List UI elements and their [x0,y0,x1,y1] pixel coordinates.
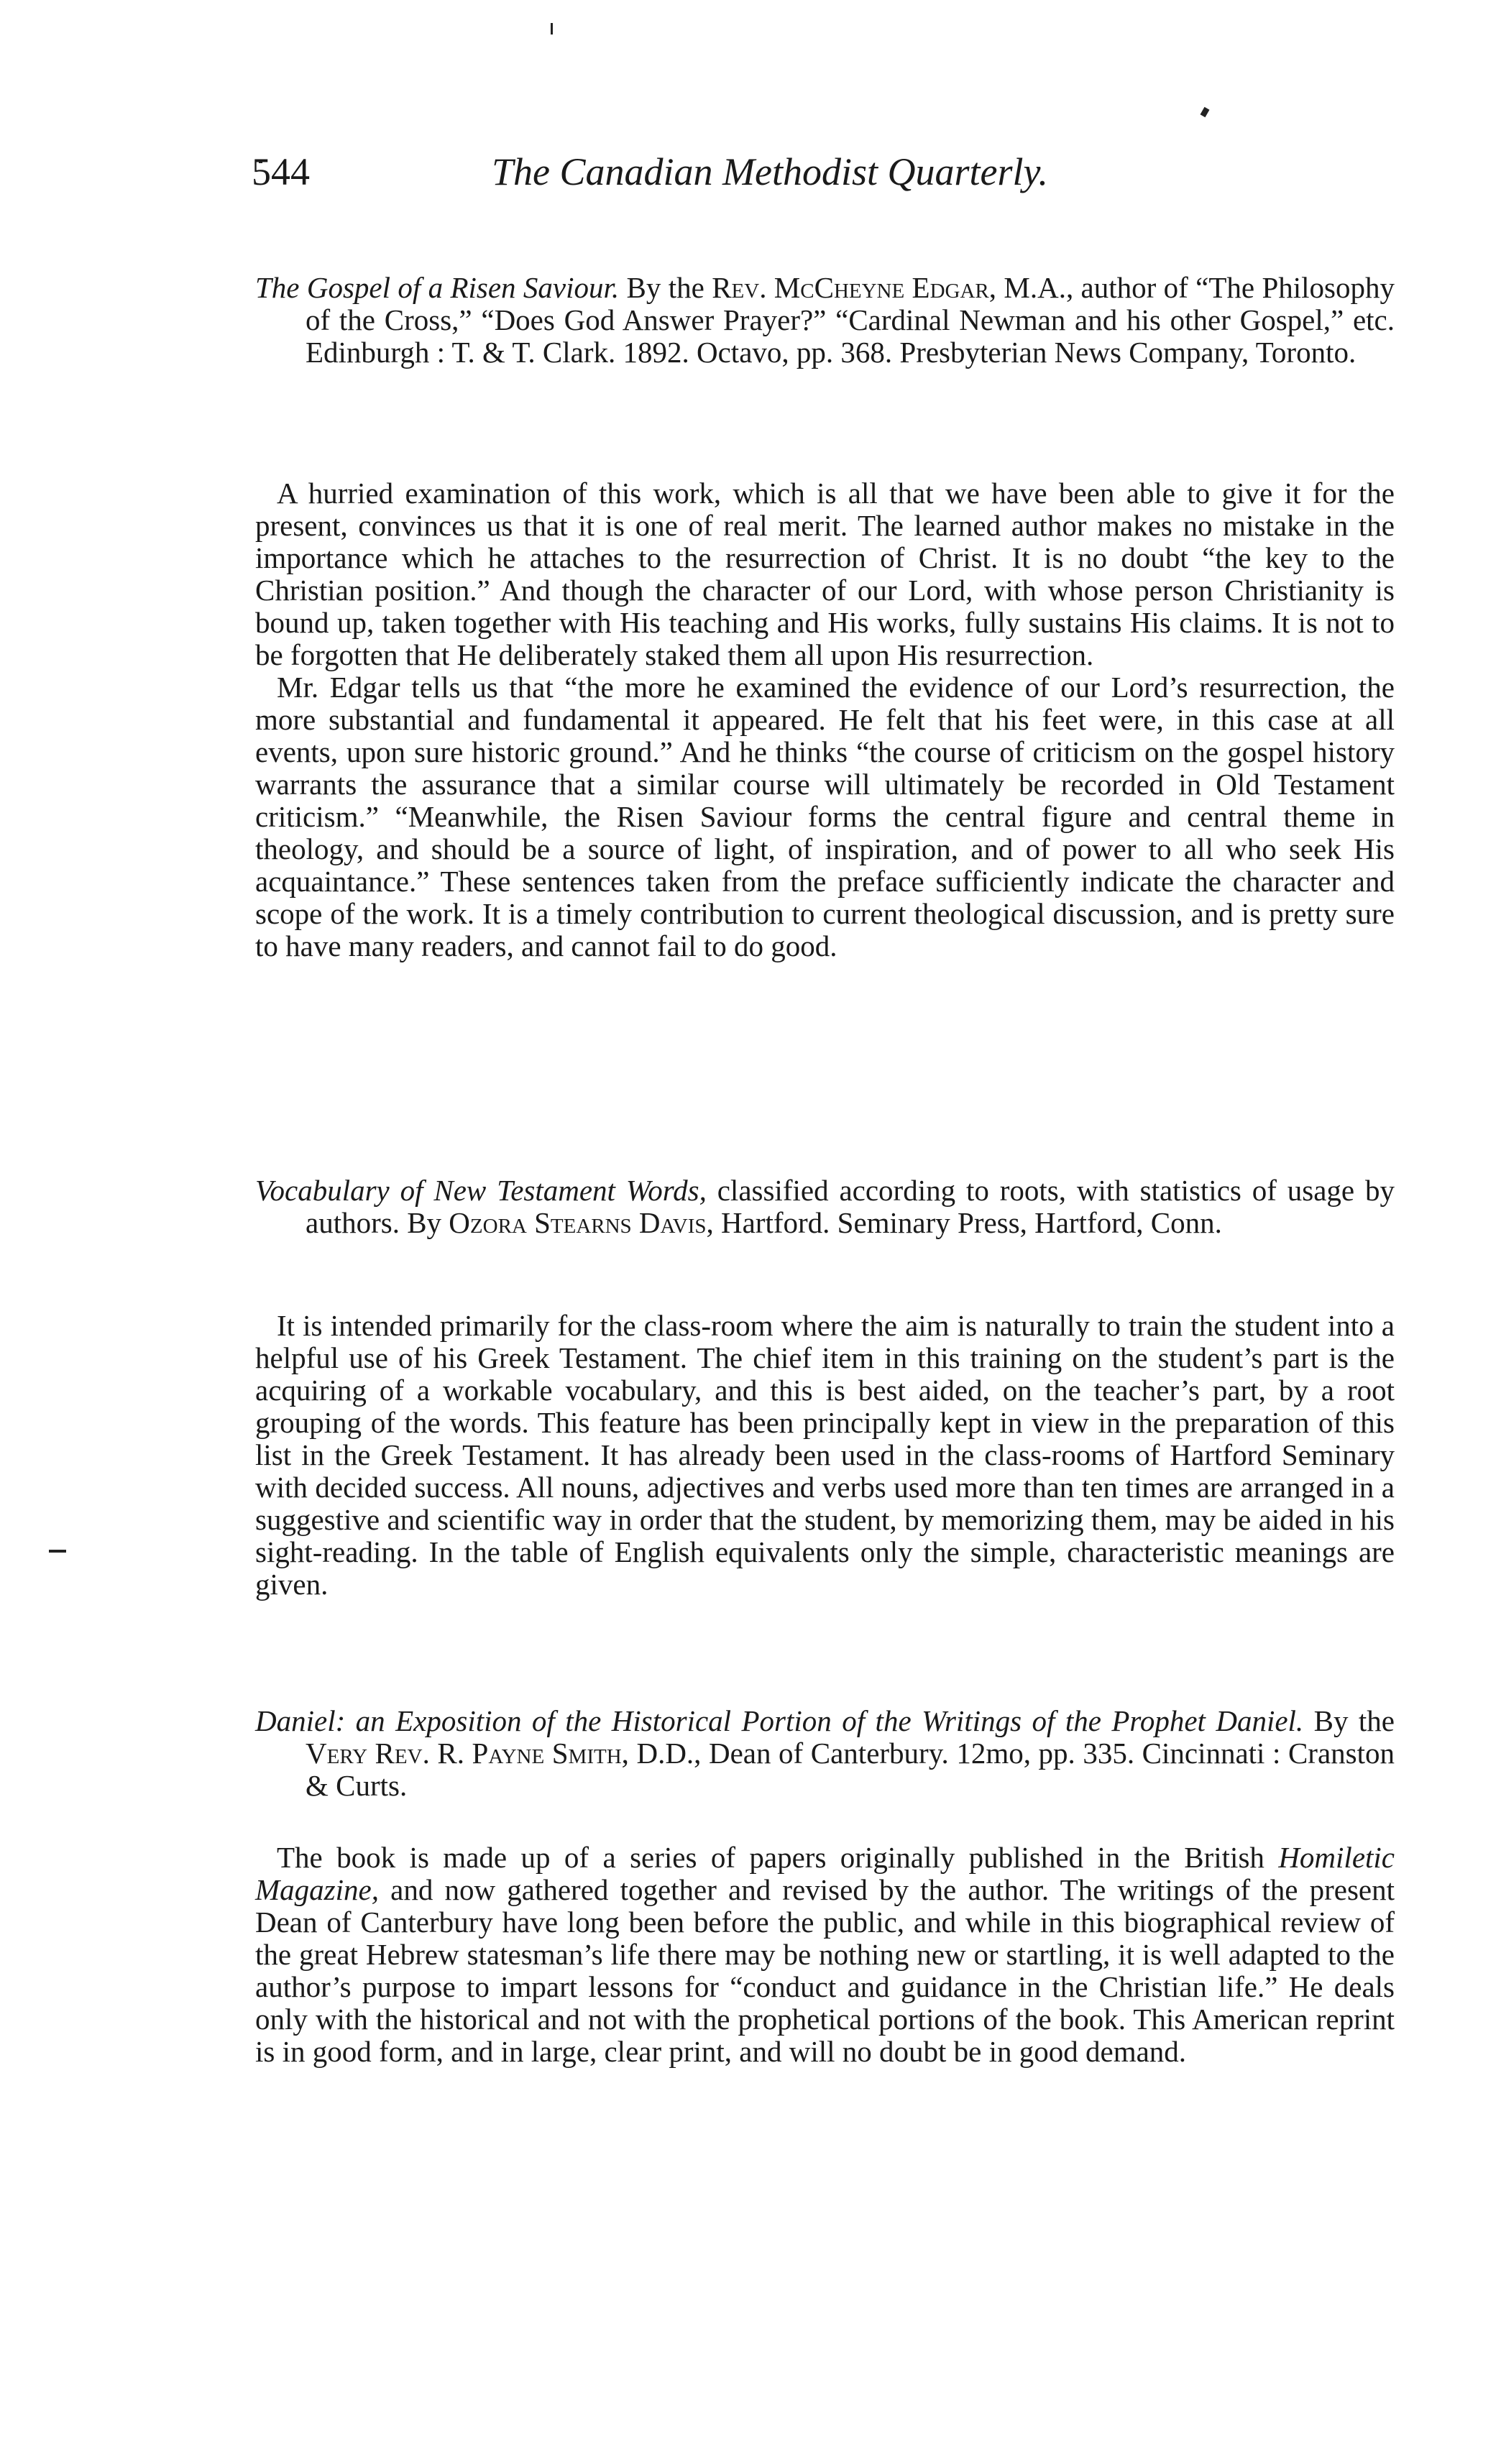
scan-speck [1201,107,1210,117]
review-entry-1 [255,272,1395,369]
page-number: 544 [252,150,310,193]
scan-speck [49,1550,66,1553]
page-header [252,139,1416,204]
review-paragraph [255,1842,1395,2068]
citation-by: classified according to roots, with statistics of usage by authors. By [306,1174,1395,1239]
citation-details: M.A., author of “The Philosophy of the Cross,” “Does God Answer Prayer?” “Cardinal Newman and his other Gospel,” etc. Edinburgh : T. & T. Clark. 1892. Octavo, pp. 368. Presbyterian News Company, Toronto. [306,271,1395,369]
magazine-title: Homiletic Magazine, [255,1841,1395,1906]
review-body-3 [255,1842,1395,2068]
review-paragraph: It is intended primarily for the class-room where the aim is naturally to train the student into a helpful use of his Greek Testament. The chief item in this training on the student’s part is the acquiring of a workable vocabulary, and this is best aided, on the teacher’s part, by a root grouping of the words. This feature has been principally kept in view in the preparation of this list in the Greek Testament. It has already been used in the class-rooms of Hartford Seminary with decided success. All nouns, adjectives and verbs used more than ten times are arranged in a suggestive and scientific way in order that the student, by memorizing them, may be aided in his sight-reading. In the table of English equivalents only the simple, characteristic meanings are given. [255,1309,1395,1601]
citation-details: Dean of Canterbury. 12mo, pp. 335. Cincinnati : Cranston & Curts. [306,1737,1395,1802]
review-paragraph: Mr. Edgar tells us that “the more he examined the evidence of our Lord’s resurrection, the more substantial and fundamental it appeared. He felt that his feet were, in this case at all events, upon sure historic ground.” And he thinks “the course of criticism on the gospel history warrants the assurance that a similar course will ultimately be recorded in Old Testament criticism.” “Meanwhile, the Risen Saviour forms the central figure and central theme in theology, and should be a source of light, of inspiration, and of power to all who seek His acquaintance.” These sentences taken from the preface sufficiently indicate the character and scope of the work. It is a timely contribution to current theological discussion, and is pretty sure to have many readers, and cannot fail to do good. [255,671,1395,962]
citation-by: By the [1303,1704,1395,1737]
review-paragraph: A hurried examination of this work, which is all that we have been able to give it for the present, convinces us that it is one of real merit. The learned author makes no mistake in the importance which he attaches to the resurrection of Christ. It is no doubt “the key to the Christian position.” And though the character of our Lord, with whose person Christianity is bound up, taken together with His teaching and His works, fully sustains His claims. It is not to be forgotten that He deliberately staked them all upon His resurrection. [255,477,1395,671]
book-title: The Gospel of a Risen Saviour. [255,271,620,304]
scan-speck [551,23,553,35]
paragraph-text: The book is made up of a series of papers originally published in the British [277,1841,1279,1874]
paragraph-text: and now gathered together and revised by the author. The writings of the present Dean of Canterbury have long been before the public, and while in this biographical review of the great Hebrew statesman’s life there may be nothing new or startling, it is well adapted to the author’s purpose to impart lessons for “conduct and guidance in the Christian life.” He deals only with the historical and not with the prophetical portions of the book. This American reprint is in good form, and in large, clear print, and will no doubt be in good demand. [255,1873,1395,2068]
review-entry-3 [255,1705,1395,1802]
citation-by: By the [619,271,712,304]
book-author: Ozora Stearns Davis, [449,1206,714,1239]
review-body-2 [255,1310,1395,1601]
book-citation [255,272,1395,369]
book-citation [255,1705,1395,1802]
citation-details: Hartford. Seminary Press, Hartford, Conn. [713,1206,1222,1239]
book-author: Rev. McCheyne Edgar, [712,271,997,304]
review-body-1 [255,477,1395,962]
running-title: The Canadian Methodist Quarterly. [492,150,1048,193]
book-author: Very Rev. R. Payne Smith, D.D., [306,1737,702,1770]
book-title: Vocabulary of New Testament Words, [255,1174,707,1207]
book-title: Daniel: an Exposition of the Historical Portion of the Writings of the Prophet Daniel. [255,1704,1304,1737]
review-entry-2 [255,1174,1395,1239]
book-citation [255,1174,1395,1239]
